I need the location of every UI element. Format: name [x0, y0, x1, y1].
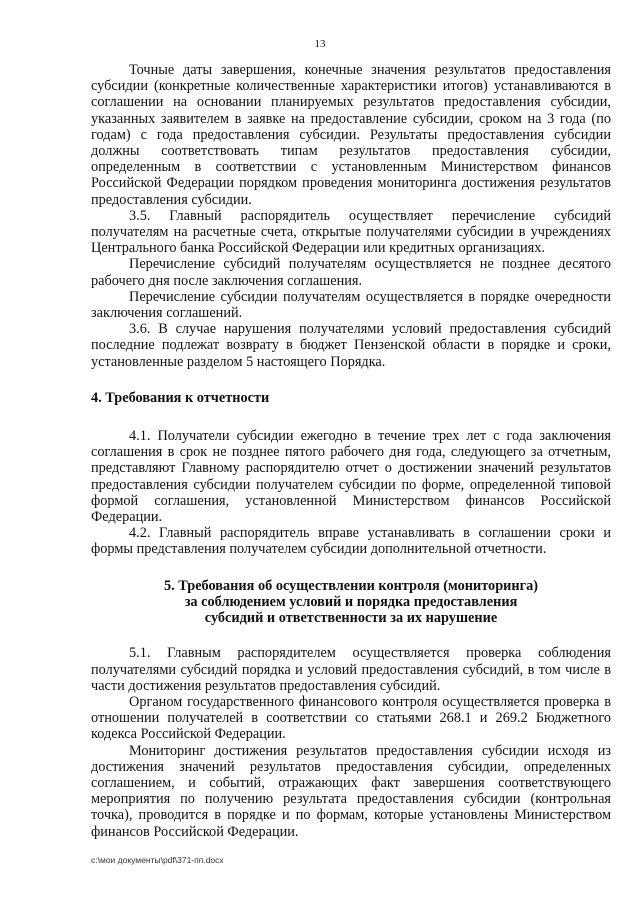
paragraph: 3.5. Главный распорядитель осуществляет перечисление субсидий получателям на расчетные счета, открытые получателями субсидии в учреждениях Центрального банка Российской Федерации или кредитных организациях. [91, 207, 611, 257]
paragraph: 3.6. В случае нарушения получателями условий предоставления субсидий последние подлежат возврату в бюджет Пензенской области в порядке и сроки, установленные разделом 5 настоящего Порядка. [91, 321, 611, 370]
paragraph: 4.2. Главный распорядитель вправе устанавливать в соглашении сроки и формы представления получателем субсидии дополнительной отчетности. [91, 525, 611, 558]
paragraph: Перечисление субсидии получателям осуществляется в порядке очередности заключения соглашений. [91, 288, 611, 322]
section-5-heading-line: 5. Требования об осуществлении контроля (мониторинга) [163, 577, 539, 594]
section-4-heading: 4. Требования к отчетности [91, 389, 270, 406]
file-path-footer: c:\мои документы\pdf\371-пп.docx [91, 855, 224, 865]
paragraph: Перечисление субсидий получателям осуществляется не позднее десятого рабочего дня после заключения соглашения. [91, 256, 611, 289]
paragraph: 5.1. Главным распорядителем осуществляется проверка соблюдения получателями субсидий порядка и условий предоставления субсидий, в том числе в части достижения результатов предоставления субсидий. [91, 645, 611, 694]
paragraph: 4.1. Получатели субсидии ежегодно в течение трех лет с года заключения соглашения в срок не позднее пятого рабочего дня года, следующего за отчетным, представляют Главному распорядителю отчет о достижении значений результатов предоставления субсидии получателем субсидии по форме, определенной типовой формой соглашения, установленной Министерством финансов Российской Федерации. [91, 428, 611, 526]
document-body [91, 62, 611, 840]
section-5-heading-line: субсидий и ответственности за их нарушение [204, 610, 498, 627]
section-5-heading-line: за соблюдением условий и порядка предоставления [184, 593, 518, 610]
paragraph: Точные даты завершения, конечные значения результатов предоставления субсидии (конкретные количественные характеристики итогов) устанавливаются в соглашении на основании планируемых результатов предоставления субсидии, указанных заявителем в заявке на предоставление субсидии, сроком на 3 года (по годам) с года предоставления субсидии. Результаты предоставления субсидии должны соответствовать типам результатов предоставления субсидии, определенным в соответствии с установленным Министерством финансов Российской Федерации порядком проведения мониторинга достижения результатов предоставления субсидии. [91, 62, 611, 208]
section-5-heading [91, 578, 611, 627]
page-number: 13 [314, 38, 326, 50]
paragraph: Мониторинг достижения результатов предоставления субсидии исходя из достижения значений результатов предоставления субсидии, определенных соглашением, и событий, отражающих факт завершения соответствующего мероприятия по получению результата предоставления субсидии (контрольная точка), проводится в порядке и по формам, которые установлены Министерством финансов Российской Федерации. [91, 742, 611, 840]
paragraph: Органом государственного финансового контроля осуществляется проверка в отношении получателей в соответствии со статьями 268.1 и 269.2 Бюджетного кодекса Российской Федерации. [91, 693, 611, 743]
